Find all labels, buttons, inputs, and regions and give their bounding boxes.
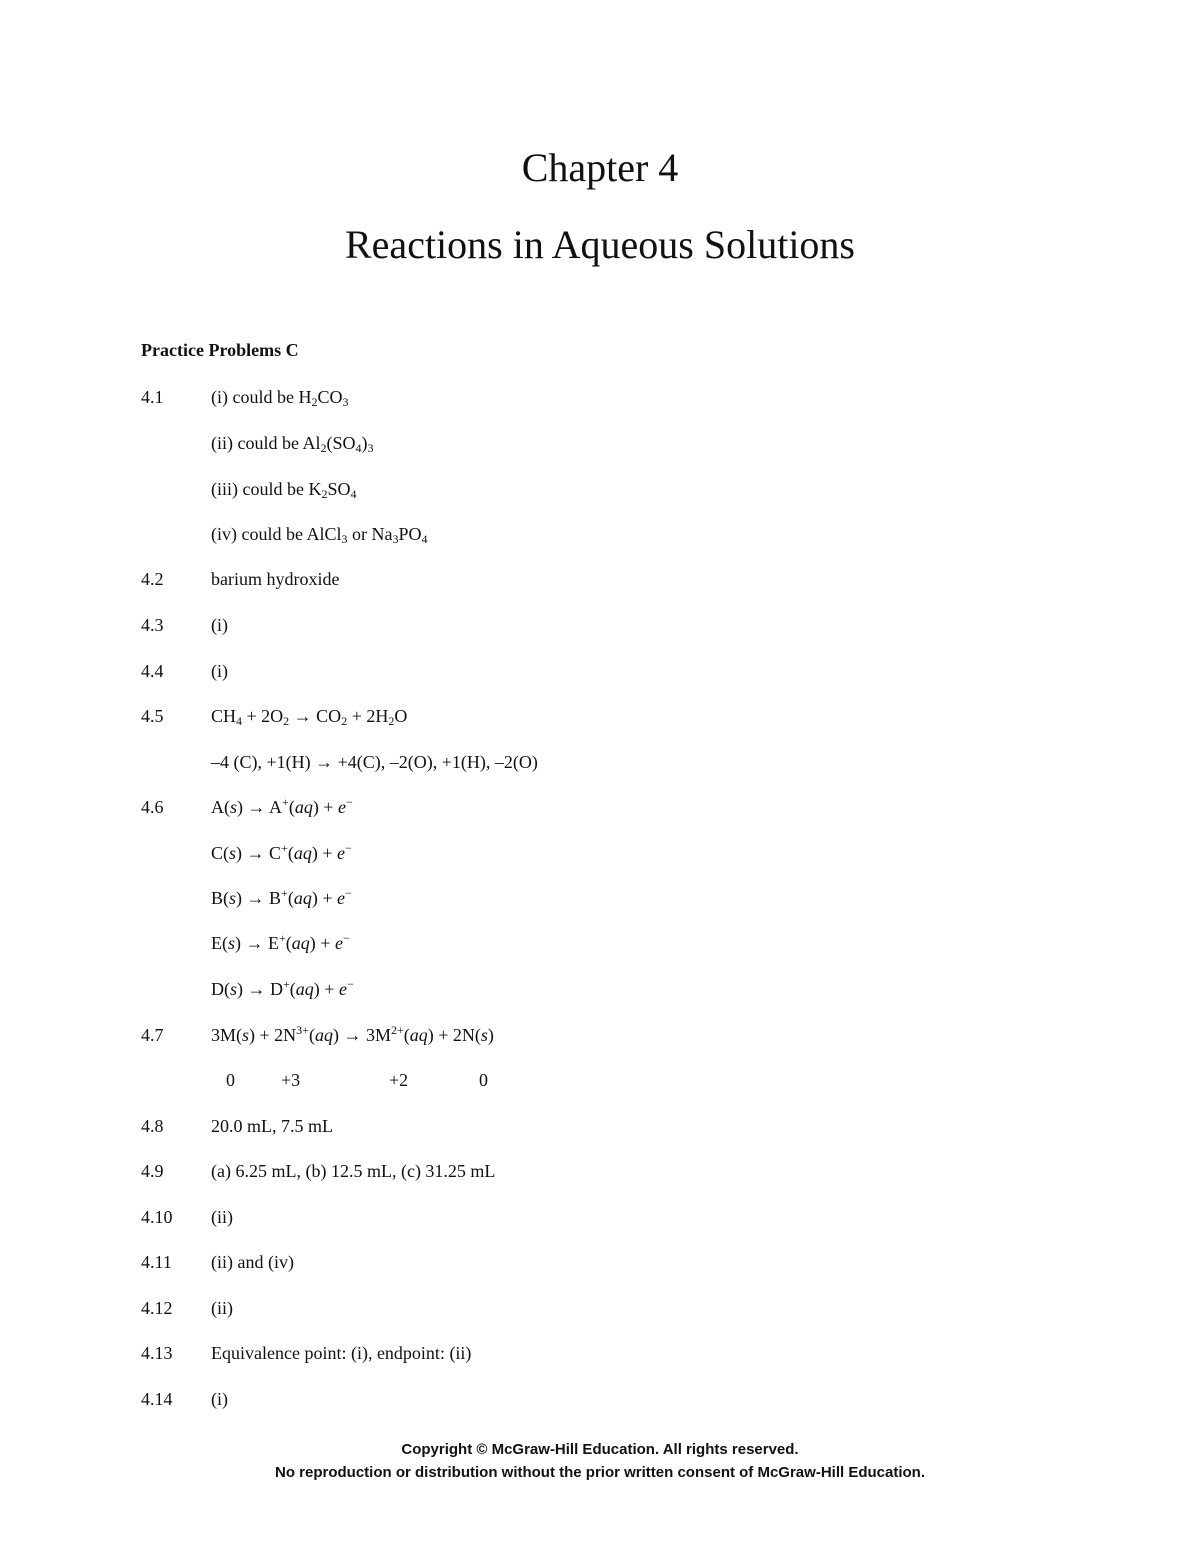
problem-number: 4.4 — [141, 661, 164, 681]
chapter-number: Chapter 4 — [521, 145, 679, 190]
oxidation-state: 0 — [479, 1070, 488, 1090]
answer-text: (i) — [211, 661, 228, 681]
redox-equation: $3M(s) + 2N^{3+}(aq) \to 3M^{2+}(aq) + 2N(s)$ — [211, 1023, 494, 1045]
half-reaction: B(s) → B+(aq) + e− — [211, 886, 352, 908]
answer-text: (ii) could be $Al_2(SO_4)_3$ — [211, 433, 374, 455]
answer-text: (iv) could be AlCl$_3$ or $Na_3PO_4$ — [211, 524, 428, 546]
oxidation-state: +3 — [281, 1070, 301, 1090]
answer-text: (i) could be $H_2CO_3$ — [211, 387, 349, 409]
problem-number: 4.11 — [141, 1252, 172, 1272]
answer-text: (i) — [211, 1389, 228, 1409]
answer-text: Equivalence point: (i), endpoint: (ii) — [211, 1343, 472, 1363]
problem-number: 4.10 — [141, 1207, 173, 1227]
copyright-footer — [0, 1438, 1200, 1484]
answer-text: (i) — [211, 615, 228, 635]
copyright-line: Copyright © McGraw-Hill Education. All rights reserved. — [401, 1441, 799, 1458]
half-reaction: D(s) → D+(aq) + e− — [211, 977, 354, 999]
problem-number: 4.8 — [141, 1116, 164, 1136]
oxidation-state: 0 — [226, 1070, 235, 1090]
problem-number: 4.2 — [141, 569, 164, 589]
answer-text: (ii) — [211, 1207, 233, 1227]
problem-number: 4.13 — [141, 1343, 173, 1363]
section-heading: Practice Problems C — [141, 340, 299, 360]
problem-number: 4.3 — [141, 615, 164, 635]
half-reaction: A(s) → A+(aq) + e− — [211, 795, 353, 817]
chapter-title: Reactions in Aqueous Solutions — [345, 222, 855, 267]
answer-text: 20.0 mL, 7.5 mL — [211, 1116, 333, 1136]
answer-text: (ii) and (iv) — [211, 1252, 294, 1272]
problem-number: 4.9 — [141, 1161, 164, 1181]
oxidation-state: +2 — [389, 1070, 409, 1090]
half-reaction: C(s) → C+(aq) + e− — [211, 841, 352, 863]
oxidation-numbers: –4 (C), +1(H) → +4(C), –2(O), +1(H), –2(O) — [211, 752, 538, 772]
problem-number: 4.5 — [141, 706, 164, 726]
answer-text: (ii) — [211, 1298, 233, 1318]
problem-number: 4.12 — [141, 1298, 173, 1318]
reproduction-notice: No reproduction or distribution without the prior written consent of McGraw-Hill Education. — [275, 1464, 925, 1481]
problem-number: 4.14 — [141, 1389, 173, 1409]
answer-text: (a) 6.25 mL, (b) 12.5 mL, (c) 31.25 mL — [211, 1161, 496, 1181]
chemical-equation: $CH_4 + 2O_2 \to CO_2 + 2H_2O$ — [211, 706, 408, 728]
problem-number: 4.6 — [141, 797, 164, 817]
half-reaction: E(s) → E+(aq) + e− — [211, 931, 350, 953]
answer-text: barium hydroxide — [211, 569, 340, 589]
problem-number: 4.1 — [141, 387, 164, 407]
answer-text: (iii) could be $K_2SO_4$ — [211, 479, 357, 501]
problem-number: 4.7 — [141, 1025, 164, 1045]
